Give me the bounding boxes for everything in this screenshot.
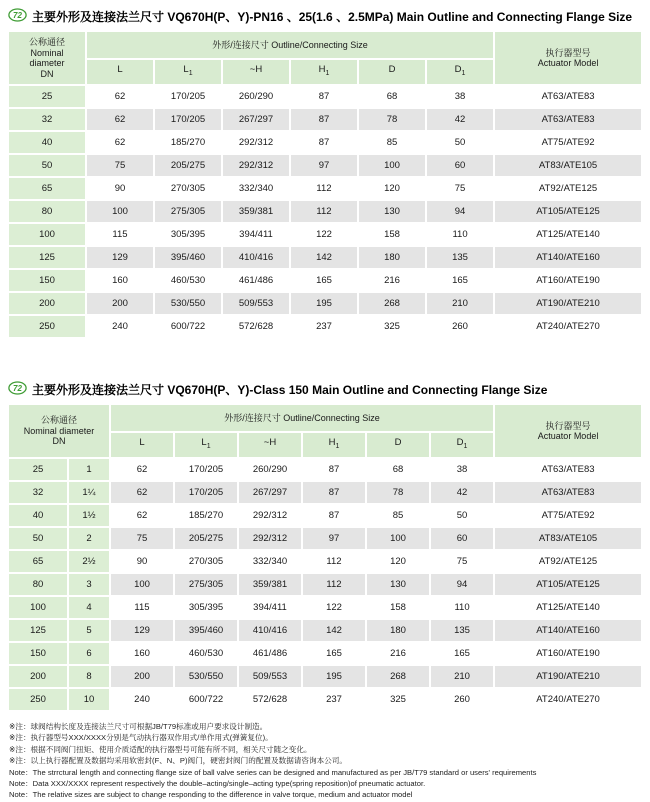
pn16-table-body	[9, 86, 641, 337]
value-cell: 210	[431, 666, 493, 687]
dn-cell: 5	[69, 620, 109, 641]
value-cell: 62	[111, 505, 173, 526]
table-row	[9, 86, 641, 107]
value-cell: 87	[291, 132, 357, 153]
value-cell: 87	[291, 86, 357, 107]
table-row	[9, 270, 641, 291]
value-cell: 122	[303, 597, 365, 618]
value-cell: 110	[427, 224, 493, 245]
value-cell: 240	[111, 689, 173, 710]
value-cell: 180	[367, 620, 429, 641]
dn-cell: 50	[9, 528, 67, 549]
value-cell: 216	[359, 270, 425, 291]
value-cell: 275/305	[155, 201, 221, 222]
value-cell: AT125/ATE140	[495, 597, 641, 618]
value-cell: 165	[427, 270, 493, 291]
value-cell: 112	[303, 551, 365, 572]
dn-cell: 32	[9, 109, 85, 130]
value-cell: 142	[291, 247, 357, 268]
value-cell: 395/460	[155, 247, 221, 268]
value-cell: 170/205	[175, 482, 237, 503]
value-cell: 90	[87, 178, 153, 199]
actuator-model-header: 执行器型号 Actuator Model	[495, 32, 641, 84]
value-cell: 170/205	[155, 86, 221, 107]
dn-cell: 10	[69, 689, 109, 710]
value-cell: 120	[359, 178, 425, 199]
note-line: Note：Data XXX/XXXX represent respectively the double–acting/single–acting type(spring reposition)of pneumatic actuator.	[9, 779, 426, 789]
value-cell: 142	[303, 620, 365, 641]
value-cell: AT75/ATE92	[495, 132, 641, 153]
table-row	[9, 597, 641, 618]
table-row	[9, 201, 641, 222]
value-cell: AT83/ATE105	[495, 528, 641, 549]
value-cell: 216	[367, 643, 429, 664]
value-cell: 87	[303, 459, 365, 480]
value-cell: AT63/ATE83	[495, 86, 641, 107]
dn-cell: 100	[9, 224, 85, 245]
value-cell: 509/553	[223, 293, 289, 314]
value-cell: 260	[431, 689, 493, 710]
col-header-H: ~H	[239, 433, 301, 457]
table-row	[9, 620, 641, 641]
col-header-L: L	[111, 433, 173, 457]
table-row	[9, 482, 641, 503]
value-cell: 38	[431, 459, 493, 480]
brand-logo-icon	[8, 381, 27, 398]
value-cell: 94	[431, 574, 493, 595]
value-cell: 78	[367, 482, 429, 503]
value-cell: 292/312	[223, 132, 289, 153]
value-cell: 195	[291, 293, 357, 314]
table-row	[9, 643, 641, 664]
footnotes	[9, 721, 643, 801]
table-row	[9, 551, 641, 572]
value-cell: 530/550	[175, 666, 237, 687]
brand-logo-icon	[8, 8, 27, 25]
value-cell: 260/290	[239, 459, 301, 480]
section-title-text: 主要外形及连接法兰尺寸 VQ670H(P、Y)-Class 150 Main Outline and Connecting Flange Size	[32, 383, 548, 397]
value-cell: 115	[87, 224, 153, 245]
table-row	[9, 132, 641, 153]
col-header-D1: $D_1$	[427, 60, 493, 84]
value-cell: AT190/ATE210	[495, 666, 641, 687]
value-cell: 135	[431, 620, 493, 641]
value-cell: AT75/ATE92	[495, 505, 641, 526]
table-row	[9, 224, 641, 245]
value-cell: 185/270	[155, 132, 221, 153]
dn-cell: 150	[9, 643, 67, 664]
class150-section-title	[8, 381, 643, 398]
dn-cell: 2½	[69, 551, 109, 572]
dn-cell: 50	[9, 155, 85, 176]
value-cell: 110	[431, 597, 493, 618]
dn-cell: 200	[9, 666, 67, 687]
value-cell: 78	[359, 109, 425, 130]
value-cell: AT240/ATE270	[495, 689, 641, 710]
table-row	[9, 574, 641, 595]
value-cell: 170/205	[155, 109, 221, 130]
value-cell: 165	[431, 643, 493, 664]
value-cell: 62	[111, 482, 173, 503]
dn-cell: 65	[9, 178, 85, 199]
value-cell: 115	[111, 597, 173, 618]
value-cell: 38	[427, 86, 493, 107]
value-cell: 572/628	[223, 316, 289, 337]
table-row	[9, 316, 641, 337]
value-cell: 460/530	[155, 270, 221, 291]
value-cell: 359/381	[223, 201, 289, 222]
value-cell: AT63/ATE83	[495, 482, 641, 503]
value-cell: AT140/ATE160	[495, 620, 641, 641]
value-cell: AT160/ATE190	[495, 270, 641, 291]
value-cell: 205/275	[175, 528, 237, 549]
dn-cell: 125	[9, 247, 85, 268]
value-cell: 97	[303, 528, 365, 549]
dn-cell: 3	[69, 574, 109, 595]
col-header-H: ~H	[223, 60, 289, 84]
value-cell: 205/275	[155, 155, 221, 176]
value-cell: 165	[303, 643, 365, 664]
value-cell: 68	[367, 459, 429, 480]
dn-cell: 100	[9, 597, 67, 618]
value-cell: 461/486	[223, 270, 289, 291]
value-cell: 240	[87, 316, 153, 337]
value-cell: 305/395	[175, 597, 237, 618]
value-cell: 97	[291, 155, 357, 176]
value-cell: 332/340	[223, 178, 289, 199]
svg-text:72: 72	[13, 384, 22, 393]
value-cell: 122	[291, 224, 357, 245]
value-cell: 572/628	[239, 689, 301, 710]
note-line: ※注：以上执行器配置及数据均采用软密封(F、N、P)阀门，硬密封阀门的配置及数据请咨询本公司。	[9, 756, 347, 766]
value-cell: AT190/ATE210	[495, 293, 641, 314]
col-header-D: D	[359, 60, 425, 84]
dn-cell: 8	[69, 666, 109, 687]
value-cell: 62	[87, 132, 153, 153]
value-cell: 260/290	[223, 86, 289, 107]
dn-cell: 2	[69, 528, 109, 549]
value-cell: AT140/ATE160	[495, 247, 641, 268]
value-cell: 268	[359, 293, 425, 314]
value-cell: 90	[111, 551, 173, 572]
dn-cell: 1¼	[69, 482, 109, 503]
dn-column-header: 公称通径 Nominal diameter DN	[9, 405, 109, 457]
col-header-L1: $L_1$	[175, 433, 237, 457]
value-cell: 200	[111, 666, 173, 687]
value-cell: 292/312	[239, 528, 301, 549]
value-cell: 50	[427, 132, 493, 153]
value-cell: AT63/ATE83	[495, 109, 641, 130]
dn-cell: 1½	[69, 505, 109, 526]
dn-cell: 1	[69, 459, 109, 480]
col-header-L: L	[87, 60, 153, 84]
value-cell: 160	[87, 270, 153, 291]
note-line: Note：The relative sizes are subject to change responding to the difference in valve torque, medium and actuator model	[9, 790, 413, 800]
value-cell: AT105/ATE125	[495, 574, 641, 595]
value-cell: 100	[87, 201, 153, 222]
value-cell: 112	[303, 574, 365, 595]
value-cell: 185/270	[175, 505, 237, 526]
value-cell: 130	[359, 201, 425, 222]
value-cell: 130	[367, 574, 429, 595]
dn-cell: 150	[9, 270, 85, 291]
value-cell: 100	[359, 155, 425, 176]
dn-cell: 80	[9, 574, 67, 595]
value-cell: 75	[427, 178, 493, 199]
value-cell: 170/205	[175, 459, 237, 480]
value-cell: 200	[87, 293, 153, 314]
dn-cell: 200	[9, 293, 85, 314]
value-cell: 270/305	[155, 178, 221, 199]
value-cell: 100	[111, 574, 173, 595]
value-cell: AT125/ATE140	[495, 224, 641, 245]
value-cell: 75	[111, 528, 173, 549]
value-cell: 68	[359, 86, 425, 107]
value-cell: 94	[427, 201, 493, 222]
value-cell: 112	[291, 201, 357, 222]
value-cell: 75	[87, 155, 153, 176]
outline-size-header: 外形/连接尺寸 Outline/Connecting Size	[111, 405, 493, 431]
value-cell: 62	[111, 459, 173, 480]
table-row	[9, 666, 641, 687]
value-cell: 292/312	[223, 155, 289, 176]
class150-table	[7, 403, 643, 712]
note-line: ※注：根据不同阀门扭矩、使用介质适配的执行器型号可能有所不同，相关尺寸随之变化。	[9, 744, 312, 754]
table-row	[9, 178, 641, 199]
table-row	[9, 247, 641, 268]
value-cell: 50	[431, 505, 493, 526]
value-cell: 42	[431, 482, 493, 503]
value-cell: 275/305	[175, 574, 237, 595]
value-cell: 85	[367, 505, 429, 526]
class150-table-body	[9, 459, 641, 710]
value-cell: 112	[291, 178, 357, 199]
value-cell: 60	[427, 155, 493, 176]
value-cell: 270/305	[175, 551, 237, 572]
value-cell: 165	[291, 270, 357, 291]
value-cell: 87	[291, 109, 357, 130]
dn-cell: 80	[9, 201, 85, 222]
value-cell: 129	[111, 620, 173, 641]
value-cell: 237	[291, 316, 357, 337]
value-cell: 509/553	[239, 666, 301, 687]
value-cell: 62	[87, 109, 153, 130]
section-title-text: 主要外形及连接法兰尺寸 VQ670H(P、Y)-PN16 、25(1.6 、2.5MPa) Main Outline and Connecting Flange Size	[32, 10, 633, 24]
value-cell: 180	[359, 247, 425, 268]
value-cell: 75	[431, 551, 493, 572]
value-cell: AT160/ATE190	[495, 643, 641, 664]
value-cell: 292/312	[239, 505, 301, 526]
value-cell: 158	[367, 597, 429, 618]
value-cell: 530/550	[155, 293, 221, 314]
value-cell: 237	[303, 689, 365, 710]
value-cell: 359/381	[239, 574, 301, 595]
dn-cell: 65	[9, 551, 67, 572]
value-cell: 267/297	[223, 109, 289, 130]
value-cell: 87	[303, 505, 365, 526]
value-cell: 325	[367, 689, 429, 710]
value-cell: AT92/ATE125	[495, 178, 641, 199]
value-cell: 260	[427, 316, 493, 337]
table-row	[9, 689, 641, 710]
dn-cell: 4	[69, 597, 109, 618]
value-cell: 600/722	[155, 316, 221, 337]
note-line: ※注：执行器型号XXX/XXXX分别是气动执行器双作用式/单作用式(弹簧复位)。	[9, 733, 273, 743]
value-cell: 135	[427, 247, 493, 268]
value-cell: AT63/ATE83	[495, 459, 641, 480]
value-cell: 332/340	[239, 551, 301, 572]
value-cell: AT83/ATE105	[495, 155, 641, 176]
dn-cell: 40	[9, 132, 85, 153]
value-cell: 195	[303, 666, 365, 687]
value-cell: 267/297	[239, 482, 301, 503]
value-cell: 325	[359, 316, 425, 337]
note-line: ※注：球阀结构长度及连接法兰尺寸可根据JB/T79标准或用户要求设计制造。	[9, 722, 268, 731]
table-row	[9, 293, 641, 314]
value-cell: 461/486	[239, 643, 301, 664]
value-cell: 60	[431, 528, 493, 549]
value-cell: 87	[303, 482, 365, 503]
col-header-H1: $H_1$	[303, 433, 365, 457]
dn-cell: 40	[9, 505, 67, 526]
col-header-H1: $H_1$	[291, 60, 357, 84]
dn-cell: 6	[69, 643, 109, 664]
dn-cell: 250	[9, 689, 67, 710]
value-cell: 410/416	[223, 247, 289, 268]
table-row	[9, 505, 641, 526]
dn-cell: 25	[9, 86, 85, 107]
svg-text:72: 72	[13, 11, 22, 20]
outline-size-header: 外形/连接尺寸 Outline/Connecting Size	[87, 32, 493, 58]
dn-cell: 250	[9, 316, 85, 337]
value-cell: 120	[367, 551, 429, 572]
dn-column-header: 公称通径 Nominal diameter DN	[9, 32, 85, 84]
value-cell: 394/411	[223, 224, 289, 245]
value-cell: 395/460	[175, 620, 237, 641]
value-cell: 129	[87, 247, 153, 268]
col-header-D1: $D_1$	[431, 433, 493, 457]
value-cell: 160	[111, 643, 173, 664]
pn16-section-title	[8, 8, 643, 25]
value-cell: 42	[427, 109, 493, 130]
table-row	[9, 459, 641, 480]
dn-cell: 32	[9, 482, 67, 503]
value-cell: 62	[87, 86, 153, 107]
dn-cell: 125	[9, 620, 67, 641]
value-cell: 600/722	[175, 689, 237, 710]
value-cell: 460/530	[175, 643, 237, 664]
value-cell: AT105/ATE125	[495, 201, 641, 222]
dn-cell: 25	[9, 459, 67, 480]
table-row	[9, 155, 641, 176]
value-cell: 394/411	[239, 597, 301, 618]
note-line: Note：The strrctural length and connecting flange size of ball valve series can be designed and manufactured as per JB/T79 standard or users' requirements	[9, 767, 537, 777]
value-cell: 268	[367, 666, 429, 687]
col-header-L1: $L_1$	[155, 60, 221, 84]
value-cell: 100	[367, 528, 429, 549]
value-cell: 158	[359, 224, 425, 245]
value-cell: 410/416	[239, 620, 301, 641]
value-cell: 305/395	[155, 224, 221, 245]
pn16-table	[7, 30, 643, 339]
value-cell: 85	[359, 132, 425, 153]
table-row	[9, 109, 641, 130]
col-header-D: D	[367, 433, 429, 457]
value-cell: 210	[427, 293, 493, 314]
actuator-model-header: 执行器型号 Actuator Model	[495, 405, 641, 457]
value-cell: AT92/ATE125	[495, 551, 641, 572]
table-row	[9, 528, 641, 549]
value-cell: AT240/ATE270	[495, 316, 641, 337]
